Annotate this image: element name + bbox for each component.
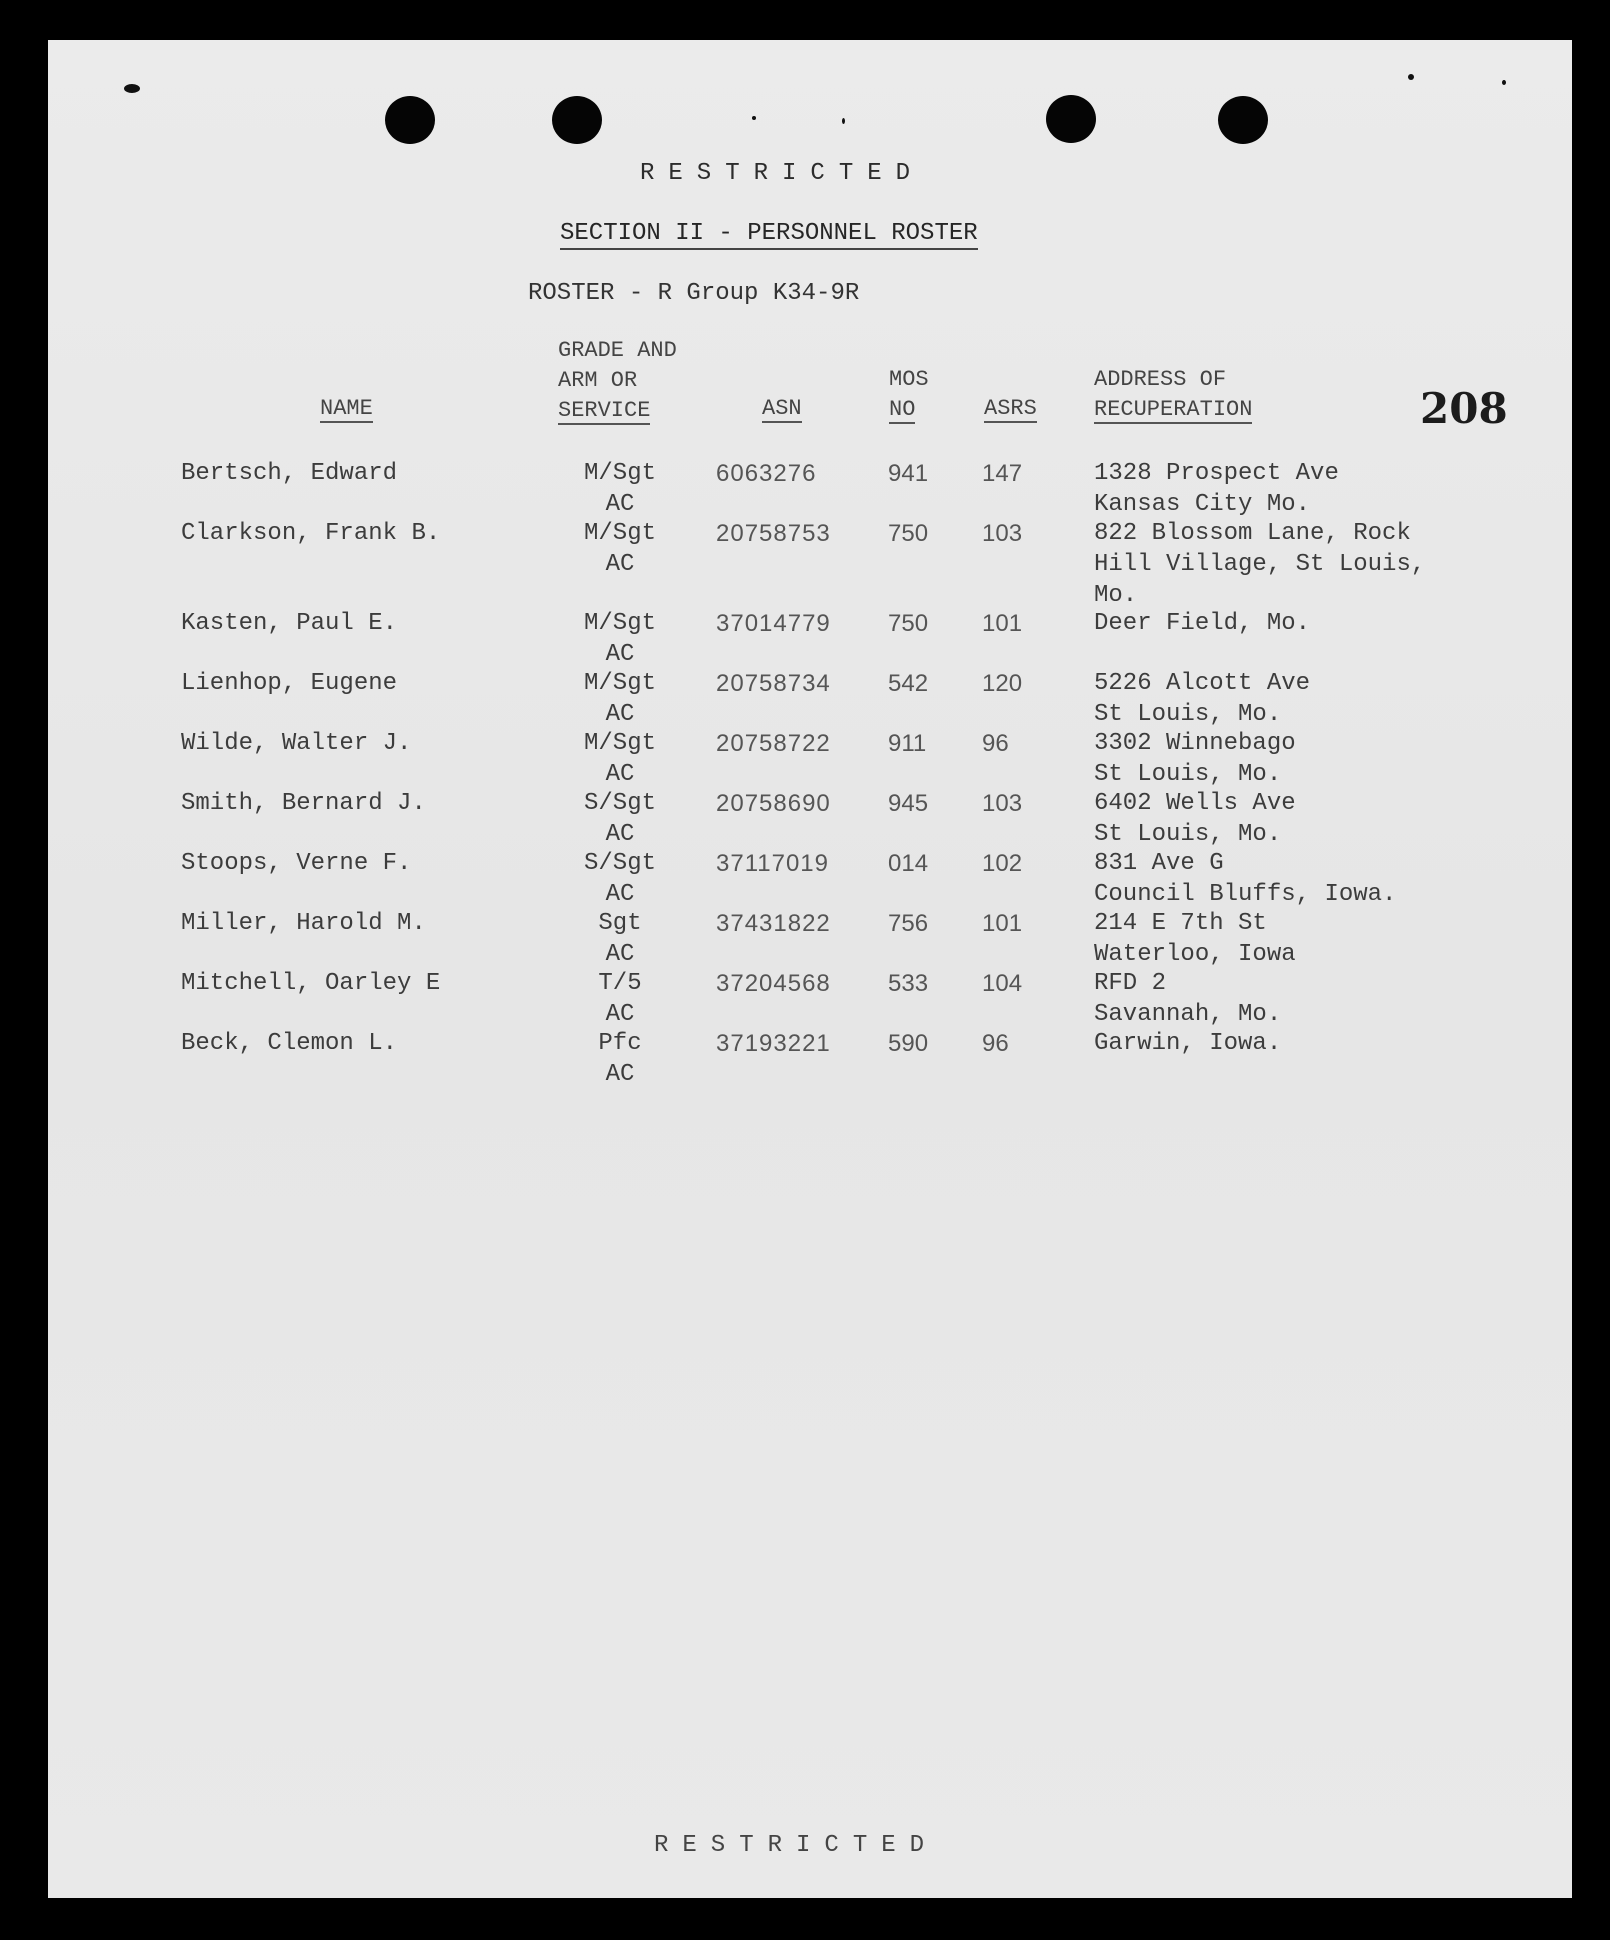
cell-grade: S/Sgt AC bbox=[583, 850, 656, 908]
cell-asrs: 96 bbox=[982, 1030, 1009, 1057]
cell-asrs: 103 bbox=[982, 790, 1023, 817]
cell-name: Mitchell, Oarley E bbox=[181, 970, 441, 997]
cell-grade: S/Sgt AC bbox=[583, 790, 656, 848]
cell-mos: 750 bbox=[888, 610, 929, 637]
column-header-asn: ASN bbox=[762, 396, 802, 421]
column-header-asrs: ASRS bbox=[984, 396, 1037, 421]
cell-mos: 941 bbox=[888, 460, 929, 487]
cell-asn: 37117019 bbox=[716, 850, 829, 877]
cell-grade: M/Sgt AC bbox=[583, 460, 656, 518]
cell-grade: M/Sgt AC bbox=[583, 520, 656, 578]
section-title: SECTION II - PERSONNEL ROSTER bbox=[560, 220, 978, 250]
cell-asrs: 103 bbox=[982, 520, 1023, 547]
cell-grade: Sgt AC bbox=[598, 910, 642, 968]
ink-speck bbox=[752, 116, 756, 120]
roster-title: ROSTER - R Group K34-9R bbox=[528, 280, 860, 307]
cell-address: 1328 Prospect Ave Kansas City Mo. bbox=[1094, 460, 1339, 518]
cell-asn: 20758722 bbox=[716, 730, 831, 757]
cell-asn: 37204568 bbox=[716, 970, 831, 997]
cell-address: 3302 Winnebago St Louis, Mo. bbox=[1094, 730, 1296, 788]
cell-address: 822 Blossom Lane, Rock Hill Village, St Louis, Mo. bbox=[1094, 520, 1426, 609]
cell-asrs: 102 bbox=[982, 850, 1023, 877]
punch-hole bbox=[385, 96, 435, 144]
cell-asn: 20758734 bbox=[716, 670, 831, 697]
cell-mos: 911 bbox=[888, 730, 927, 757]
cell-name: Beck, Clemon L. bbox=[181, 1030, 398, 1057]
cell-name: Clarkson, Frank B. bbox=[181, 520, 441, 547]
cell-mos: 542 bbox=[888, 670, 929, 697]
table-row bbox=[48, 1028, 1572, 1088]
cell-address: 6402 Wells Ave St Louis, Mo. bbox=[1094, 790, 1296, 848]
cell-asrs: 104 bbox=[982, 970, 1023, 997]
cell-asn: 37014779 bbox=[716, 610, 831, 637]
cell-name: Wilde, Walter J. bbox=[181, 730, 412, 757]
page-number: 208 bbox=[1420, 384, 1508, 433]
cell-asn: 6063276 bbox=[716, 460, 817, 487]
cell-address: Deer Field, Mo. bbox=[1094, 610, 1311, 637]
cell-mos: 533 bbox=[888, 970, 929, 997]
cell-address: Garwin, Iowa. bbox=[1094, 1030, 1282, 1057]
cell-grade: M/Sgt AC bbox=[583, 730, 656, 788]
classification-top: RESTRICTED bbox=[640, 160, 925, 187]
cell-asrs: 120 bbox=[982, 670, 1023, 697]
cell-name: Bertsch, Edward bbox=[181, 460, 398, 487]
column-header-grade: GRADE AND ARM OR SERVICE bbox=[558, 338, 677, 423]
cell-asn: 37193221 bbox=[716, 1030, 831, 1057]
cell-asrs: 101 bbox=[982, 910, 1023, 937]
column-header-name: NAME bbox=[320, 396, 373, 421]
table-row bbox=[48, 728, 1572, 788]
cell-mos: 590 bbox=[888, 1030, 929, 1057]
table-row bbox=[48, 968, 1572, 1028]
cell-address: 831 Ave G Council Bluffs, Iowa. bbox=[1094, 850, 1397, 908]
cell-grade: T/5 AC bbox=[598, 970, 642, 1028]
table-row bbox=[48, 668, 1572, 728]
cell-mos: 014 bbox=[888, 850, 929, 877]
cell-address: RFD 2 Savannah, Mo. bbox=[1094, 970, 1282, 1028]
column-header-address: ADDRESS OF RECUPERATION bbox=[1094, 367, 1253, 422]
table-row bbox=[48, 518, 1572, 609]
cell-mos: 945 bbox=[888, 790, 929, 817]
table-row bbox=[48, 458, 1572, 518]
ink-speck bbox=[1502, 80, 1506, 85]
table-row bbox=[48, 608, 1572, 668]
ink-speck bbox=[1408, 74, 1414, 80]
cell-name: Stoops, Verne F. bbox=[181, 850, 412, 877]
document-page bbox=[48, 40, 1572, 1898]
cell-asrs: 147 bbox=[982, 460, 1023, 487]
classification-bottom: RESTRICTED bbox=[654, 1832, 939, 1859]
table-row bbox=[48, 848, 1572, 908]
ink-speck bbox=[842, 118, 845, 124]
cell-name: Miller, Harold M. bbox=[181, 910, 426, 937]
cell-name: Smith, Bernard J. bbox=[181, 790, 426, 817]
punch-hole bbox=[1046, 95, 1096, 143]
punch-hole bbox=[552, 96, 602, 144]
cell-asn: 37431822 bbox=[716, 910, 831, 937]
table-row bbox=[48, 908, 1572, 968]
cell-asrs: 96 bbox=[982, 730, 1009, 757]
cell-grade: M/Sgt AC bbox=[583, 610, 656, 668]
cell-address: 5226 Alcott Ave St Louis, Mo. bbox=[1094, 670, 1311, 728]
table-row bbox=[48, 788, 1572, 848]
punch-hole bbox=[1218, 96, 1268, 144]
cell-asn: 20758753 bbox=[716, 520, 831, 547]
cell-name: Kasten, Paul E. bbox=[181, 610, 398, 637]
column-header-mos: MOS NO bbox=[889, 367, 929, 422]
cell-name: Lienhop, Eugene bbox=[181, 670, 398, 697]
ink-speck bbox=[124, 84, 140, 93]
cell-grade: M/Sgt AC bbox=[583, 670, 656, 728]
cell-asrs: 101 bbox=[982, 610, 1023, 637]
cell-asn: 20758690 bbox=[716, 790, 831, 817]
cell-grade: Pfc AC bbox=[598, 1030, 642, 1088]
cell-mos: 756 bbox=[888, 910, 929, 937]
cell-address: 214 E 7th St Waterloo, Iowa bbox=[1094, 910, 1296, 968]
cell-mos: 750 bbox=[888, 520, 929, 547]
